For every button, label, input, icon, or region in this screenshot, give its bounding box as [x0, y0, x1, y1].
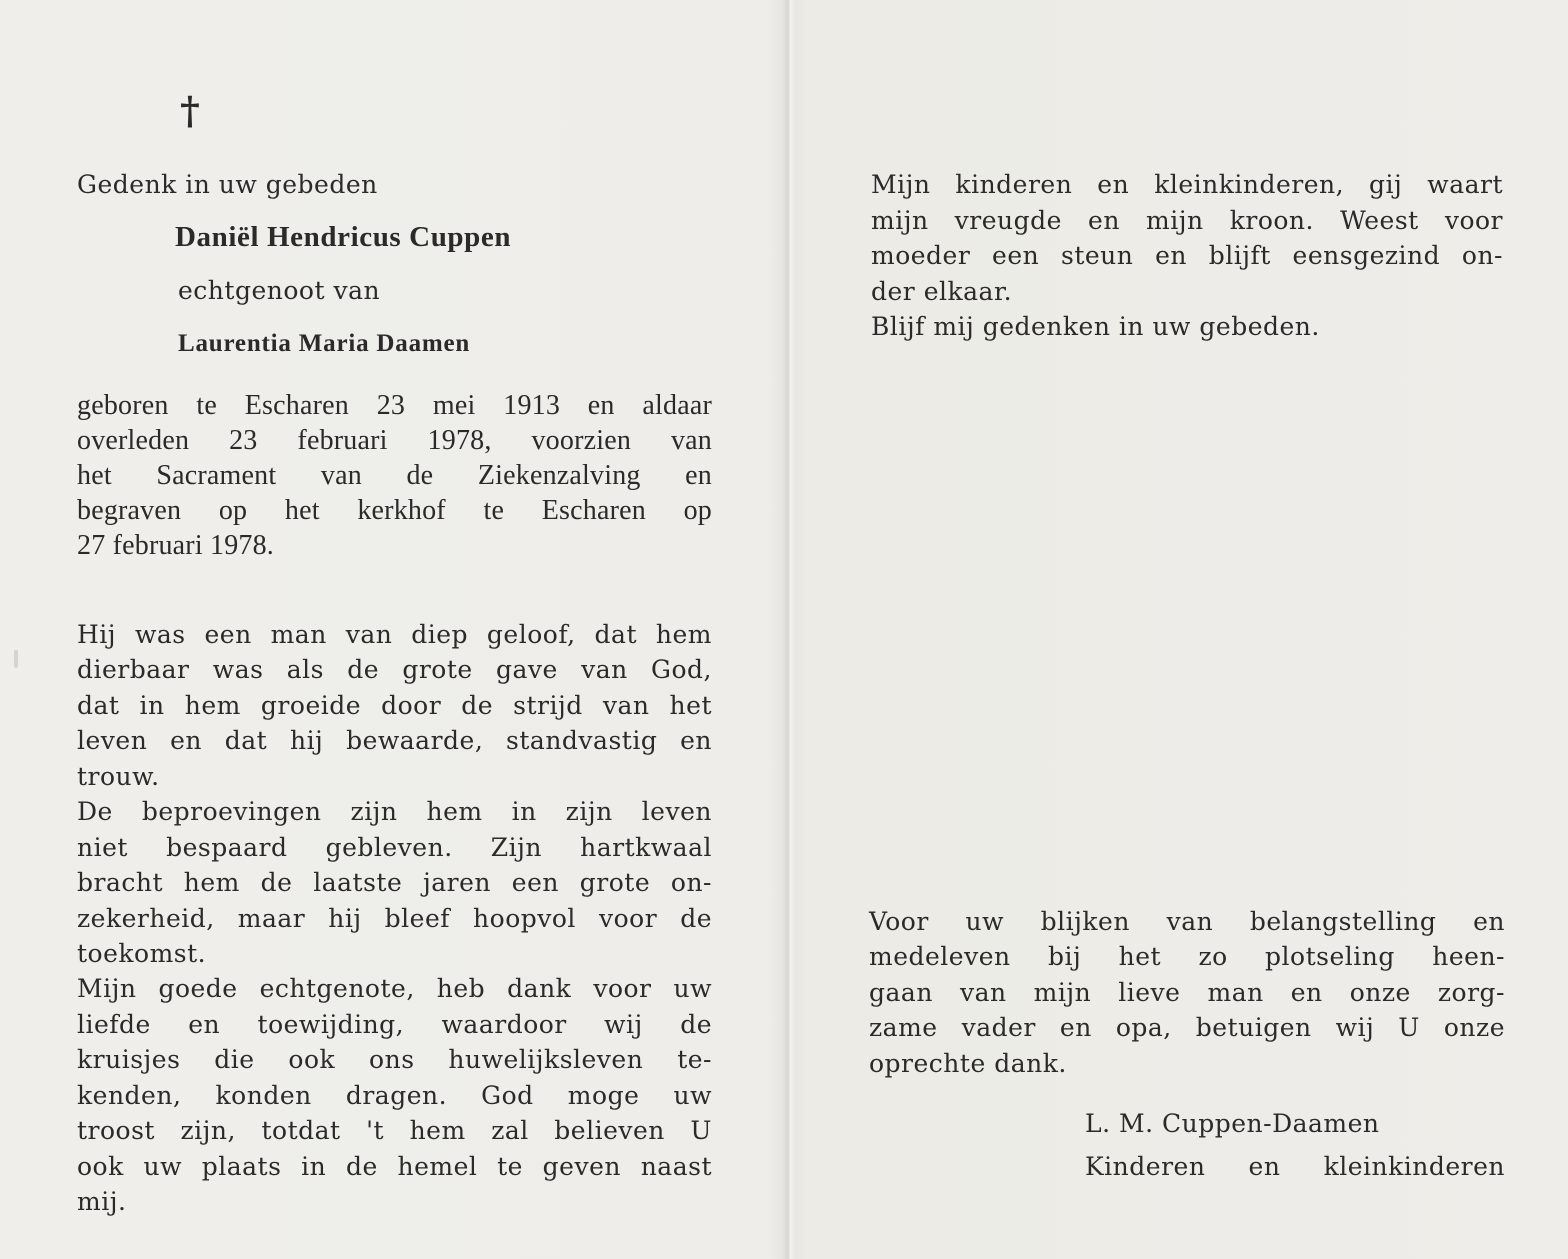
text-line: Mijn goede echtgenote, heb dank voor uw: [77, 974, 712, 1003]
spouse-name: Laurentia Maria Daamen: [178, 330, 471, 357]
text-line: De beproevingen zijn hem in zijn leven: [77, 797, 712, 826]
bio-line: geboren te Escharen 23 mei 1913 en aldaar: [77, 390, 712, 421]
text-line: trouw.: [77, 762, 160, 791]
intro-text: Gedenk in uw gebeden: [77, 170, 378, 199]
bio-line: overleden 23 februari 1978, voorzien van: [77, 425, 712, 456]
text-line: niet bespaard gebleven. Zijn hartkwaal: [77, 833, 712, 862]
text-line: troost zijn, totdat 't hem zal believen U: [77, 1116, 712, 1145]
text-line: kenden, konden dragen. God moge uw: [77, 1081, 712, 1110]
thanks-line: gaan van mijn lieve man en onze zorg-: [869, 978, 1505, 1007]
signature-name: L. M. Cuppen-Daamen: [1085, 1109, 1380, 1138]
text-line: Hij was een man van diep geloof, dat hem: [77, 620, 712, 649]
text-line: toekomst.: [77, 939, 207, 968]
text-line: ook uw plaats in de hemel te geven naast: [77, 1152, 712, 1181]
farewell-line: der elkaar.: [871, 277, 1013, 306]
farewell-line: mijn vreugde en mijn kroon. Weest voor: [871, 206, 1503, 235]
text-line: bracht hem de laatste jaren een grote on-: [77, 868, 712, 897]
farewell-line: Mijn kinderen en kleinkinderen, gij waart: [871, 170, 1503, 199]
thanks-line: oprechte dank.: [869, 1049, 1067, 1078]
paper-speck: [14, 650, 18, 668]
text-line: dierbaar was als de grote gave van God,: [77, 655, 712, 684]
bio-line: begraven op het kerkhof te Escharen op: [77, 495, 712, 526]
right-panel: [796, 0, 1568, 1259]
text-line: dat in hem groeide door de strijd van het: [77, 691, 712, 720]
signature-family: Kinderen en kleinkinderen: [1085, 1152, 1505, 1181]
text-line: mij.: [77, 1187, 127, 1216]
text-line: kruisjes die ook ons huwelijksleven te-: [77, 1045, 712, 1074]
deceased-name: Daniël Hendricus Cuppen: [175, 221, 512, 253]
thanks-line: medeleven bij het zo plotseling heen-: [869, 942, 1505, 971]
thanks-line: Voor uw blijken van belangstelling en: [869, 907, 1505, 936]
left-panel: [0, 0, 782, 1259]
bio-line: het Sacrament van de Ziekenzalving en: [77, 460, 712, 491]
farewell-line: moeder een steun en blijft eensgezind on-: [871, 241, 1503, 270]
cross-icon: †: [180, 88, 200, 133]
text-line: zekerheid, maar hij bleef hoopvol voor de: [77, 904, 712, 933]
relation-text: echtgenoot van: [178, 276, 381, 305]
farewell-line: Blijf mij gedenken in uw gebeden.: [871, 312, 1320, 341]
bio-line: 27 februari 1978.: [77, 530, 275, 561]
thanks-line: zame vader en opa, betuigen wij U onze: [869, 1013, 1505, 1042]
text-line: leven en dat hij bewaarde, standvastig en: [77, 726, 712, 755]
text-line: liefde en toewijding, waardoor wij de: [77, 1010, 712, 1039]
card-fold: [782, 0, 796, 1259]
